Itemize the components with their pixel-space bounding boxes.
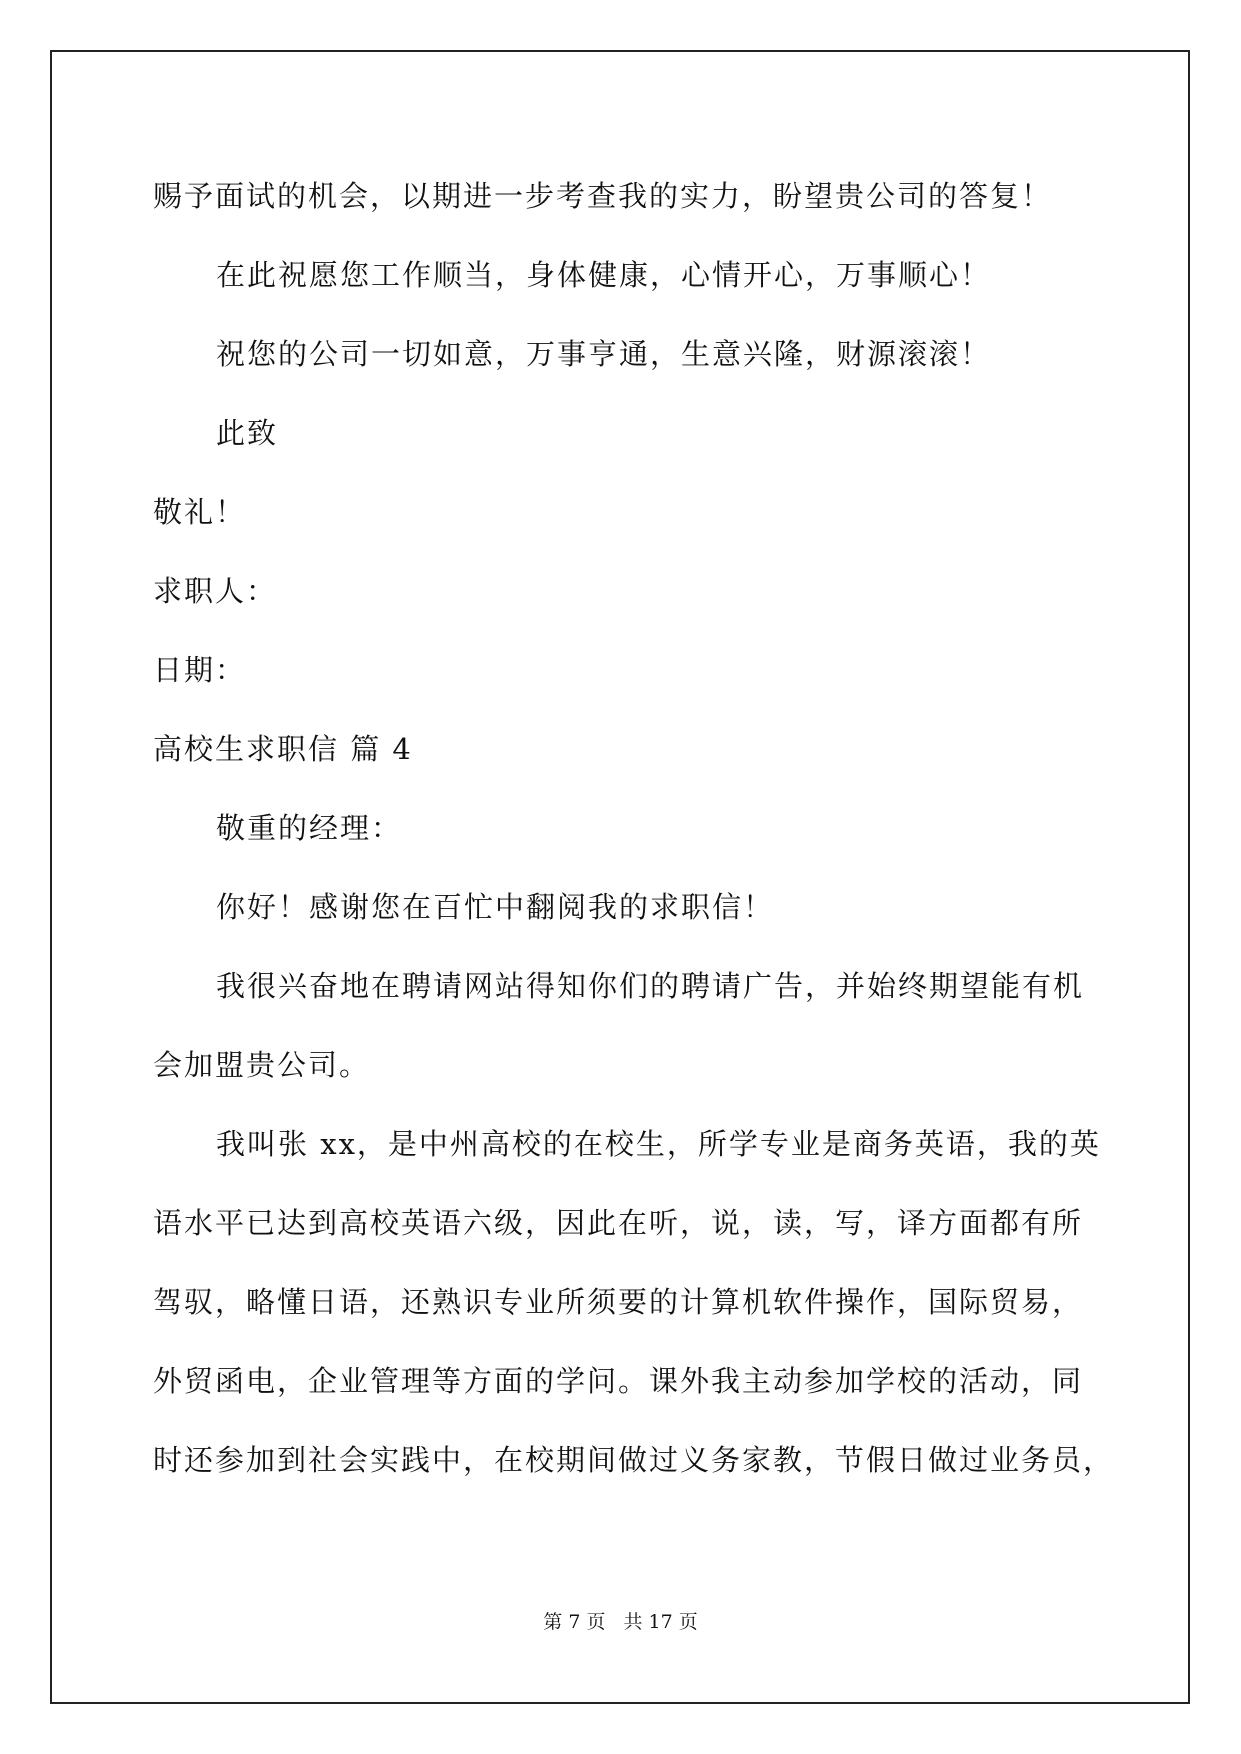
text-line: 赐予面试的机会，以期进一步考查我的实力，盼望贵公司的答复！	[153, 179, 1053, 213]
text-line: 时还参加到社会实践中，在校期间做过义务家教，节假日做过业务员，	[153, 1443, 1115, 1477]
text-line: 我很兴奋地在聘请网站得知你们的聘请广告，并始终期望能有机	[216, 969, 1085, 1003]
text-line: 祝您的公司一切如意，万事亨通，生意兴隆，财源滚滚！	[216, 337, 992, 371]
text-line: 会加盟贵公司。	[153, 1048, 371, 1082]
page-footer	[0, 1610, 1241, 1634]
text-line: 此致	[216, 416, 279, 450]
section-heading: 高校生求职信 篇 4	[153, 732, 413, 766]
page-total: 共 17 页	[623, 1611, 698, 1633]
text-line: 敬重的经理：	[216, 811, 403, 845]
text-line: 在此祝愿您工作顺当，身体健康，心情开心，万事顺心！	[216, 258, 992, 292]
text-line: 敬礼！	[153, 495, 247, 529]
page-number: 第 7 页	[543, 1611, 606, 1633]
text-line: 外贸函电，企业管理等方面的学问。课外我主动参加学校的活动，同	[153, 1364, 1084, 1398]
text-line: 求职人：	[153, 574, 278, 608]
text-line: 日期：	[153, 653, 247, 687]
text-line: 语水平已达到高校英语六级，因此在听，说，读，写，译方面都有所	[153, 1206, 1084, 1240]
text-line: 驾驭，略懂日语，还熟识专业所须要的计算机软件操作，国际贸易，	[153, 1285, 1084, 1319]
text-line: 我叫张 xx，是中州高校的在校生，所学专业是商务英语，我的英	[216, 1127, 1101, 1161]
text-line: 你好！感谢您在百忙中翻阅我的求职信！	[216, 890, 775, 924]
